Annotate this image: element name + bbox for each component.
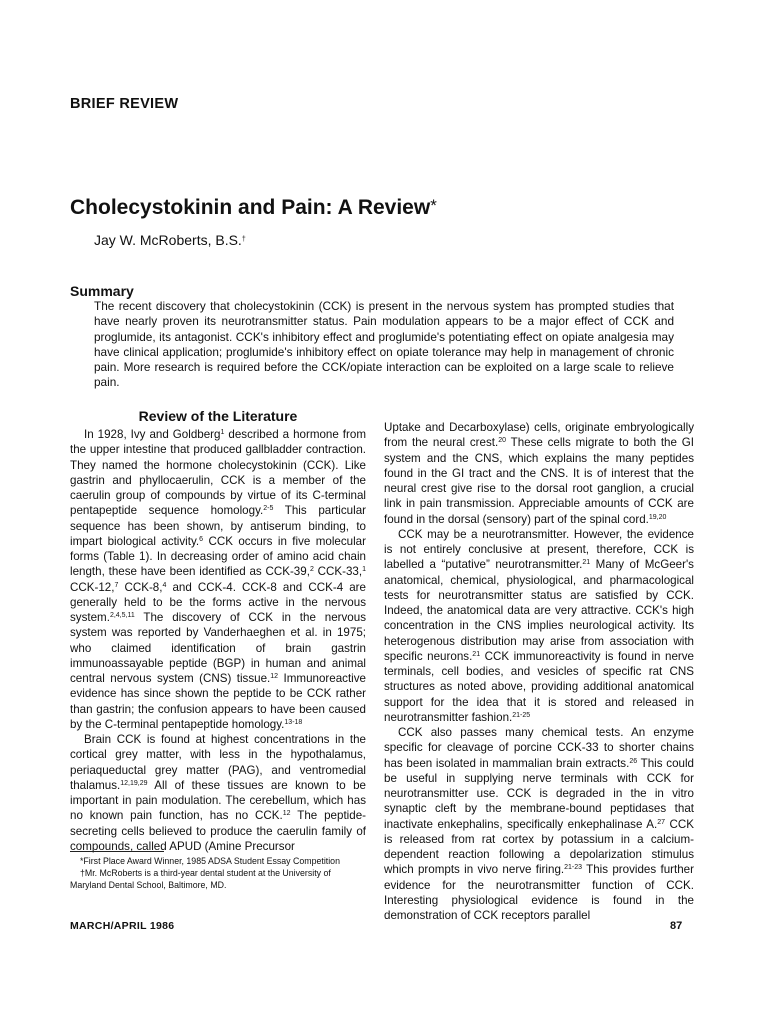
citation: 6 — [199, 535, 204, 543]
section-heading-review: Review of the Literature — [138, 408, 298, 424]
paragraph — [70, 732, 366, 854]
text-run: CCK-33, — [313, 565, 363, 579]
citation: 27 — [657, 818, 666, 826]
text-run: Uptake and Decarboxylase) cells, originate embryologically from the neural crest. — [384, 421, 694, 450]
text-run: Immunoreactive evidence has since shown the peptide to be CCK rather than gastrin; the confusion appears to have been caused by the C-terminal pentapeptide homology. — [70, 672, 367, 731]
citation: 12,19,29 — [120, 779, 148, 787]
text-run: This particular sequence has been shown, by antiserum binding, to impart biological activity. — [70, 504, 366, 548]
author-name: Jay W. McRoberts, B.S. — [94, 232, 242, 248]
body-column-right — [384, 420, 694, 923]
page-number: 87 — [670, 920, 683, 932]
text-run: This could be useful in supplying nerve terminals with CCK for neurotransmitter use. CCK is degraded in the in vitro synaptic cleft by the membrane-bound peptidases that inactivate enkephalins, specifically enkephalinase A. — [384, 756, 694, 831]
text-run: All of these tissues are known to be important in pain modulation. The cerebellum, which has no known pain function, has no CCK. — [70, 778, 366, 823]
section-label: BRIEF REVIEW — [70, 96, 179, 112]
footnote: †Mr. McRoberts is a third-year dental student at the University of Maryland Dental School, Baltimore, MD. — [70, 868, 331, 890]
paragraph — [70, 427, 366, 732]
summary-body: The recent discovery that cholecystokinin (CCK) is present in the nervous system has prompted studies that have nearly proven its neurotransmitter status. Pain modulation appears to be a major effect of CCK and proglumide, its antagonist. CCK's inhibitory effect and proglumide's potentiating effect on opiate analgesia may have clinical application; proglumide's inhibitory effect on opiate tolerance may help in management of chronic pain. More research is required before the CCK/opiate interaction can be exploited on a large scale to relieve pain. — [94, 299, 674, 390]
article-title — [70, 196, 437, 220]
paragraph — [384, 725, 694, 923]
citation: 1 — [220, 429, 225, 436]
citation: 13-18 — [284, 718, 303, 726]
citation: 12 — [270, 673, 279, 680]
citation: 20 — [498, 437, 507, 445]
citation: 12 — [282, 810, 291, 818]
text-run: This provides further evidence for the neurotransmitter function of CCK. Interesting physiological evidence is found in the demonstration of CCK receptors parallel — [384, 863, 694, 922]
citation: 1 — [362, 566, 366, 574]
author-line — [94, 232, 246, 248]
text-run: and CCK-4. CCK-8 and CCK-4 are generally held to be the forms active in the nervous system. — [70, 580, 366, 624]
text-run: These cells migrate to both the GI system and the CNS, which explains the many peptides found in the GI tract and the CNS. It is of interest that the neural crest give rise to the dorsal root ganglion, a crucial link in pain transmission. Appreciable amounts of CCK are found in the dorsal (sensory) part of the spinal cord. — [384, 436, 694, 526]
summary-heading: Summary — [70, 283, 134, 299]
journal-issue: MARCH/APRIL 1986 — [70, 920, 175, 932]
citation: 21 — [472, 650, 481, 658]
text-run: described a hormone from the upper intestine that produced gallbladder contraction. They named the hormone cholecystokinin (CCK). Like gastrin and phyllocaerulin, CCK is a member of the caerulin group of compounds by virtue of its C-terminal pentapeptide sequence homology. — [70, 428, 366, 518]
citation: 7 — [114, 581, 119, 589]
text-run: Brain CCK is found at highest concentrations in the cortical grey matter, with less in the hypothalamus, periaqueductal grey matter (PAG), and ventromedial thalamus. — [70, 733, 366, 792]
author-footnote-mark: † — [241, 236, 246, 243]
citation: 2 — [309, 566, 314, 574]
citation: 21-25 — [512, 711, 531, 719]
text-run: The peptide-secreting cells believed to produce the caerulin family of compounds, called APUD (Amine Precursor — [70, 809, 366, 853]
citation: 21 — [582, 559, 591, 567]
footnotes — [70, 856, 366, 892]
paragraph — [384, 527, 694, 725]
footnote: *First Place Award Winner, 1985 ADSA Student Essay Competition — [80, 856, 340, 866]
text-run: CCK-12, — [70, 580, 115, 594]
citation: 19,20 — [648, 513, 667, 521]
citation: 26 — [629, 757, 638, 765]
text-run: Many of McGeer's anatomical, chemical, physiological, and pharmacological tests for neurotransmitter status are satisfied by CCK. Indeed, the anatomical data are very attractive. CCK's high concentration in the CNS implies neurological activity. Its heterogenous distribution may arise from association with specific neurons. — [384, 558, 694, 663]
article-title-text: Cholecystokinin and Pain: A Review — [70, 196, 431, 219]
paragraph — [384, 420, 694, 527]
body-column-left — [70, 427, 366, 854]
text-run: CCK occurs in five molecular forms (Table 1). In decreasing order of amino acid chain length, these have been identified as CCK-39, — [70, 534, 366, 579]
text-run: CCK is released from rat cortex by potassium in a calcium-dependent reaction following a depolarization stimulus which prompts in vivo nerve firing. — [384, 817, 694, 877]
text-run: The discovery of CCK in the nervous system was reported by Vanderhaeghen et al. in 1975; who claimed identification of brain gastrin immunoassayable peptide (BGP) in human and animal central nervous system (CNS) tissue. — [70, 611, 366, 685]
text-run: In 1928, Ivy and Goldberg — [84, 428, 221, 441]
footnote-divider — [70, 851, 164, 852]
text-run: CCK may be a neurotransmitter. However, the evidence is not entirely conclusive at present, therefore, CCK is labelled a “putative” neurotransmitter. — [384, 527, 694, 572]
citation: 21-23 — [564, 864, 583, 872]
citation: 2,4,5,11 — [109, 612, 135, 619]
citation: 4 — [162, 581, 167, 589]
text-run: CCK immunoreactivity is found in nerve terminals, cell bodies, and vesicles of specific rat CNS structures as noted above, providing additional anatomical support for the idea that it is stored and released in neurotransmitter fashion. — [384, 649, 694, 724]
title-footnote-mark: * — [430, 196, 437, 215]
text-run: CCK-8, — [118, 580, 163, 594]
text-run: CCK also passes many chemical tests. An enzyme specific for cleavage of porcine CCK-33 to shorter chains has been isolated in mammalian brain extracts. — [384, 726, 694, 770]
citation: 2-5 — [263, 505, 274, 513]
